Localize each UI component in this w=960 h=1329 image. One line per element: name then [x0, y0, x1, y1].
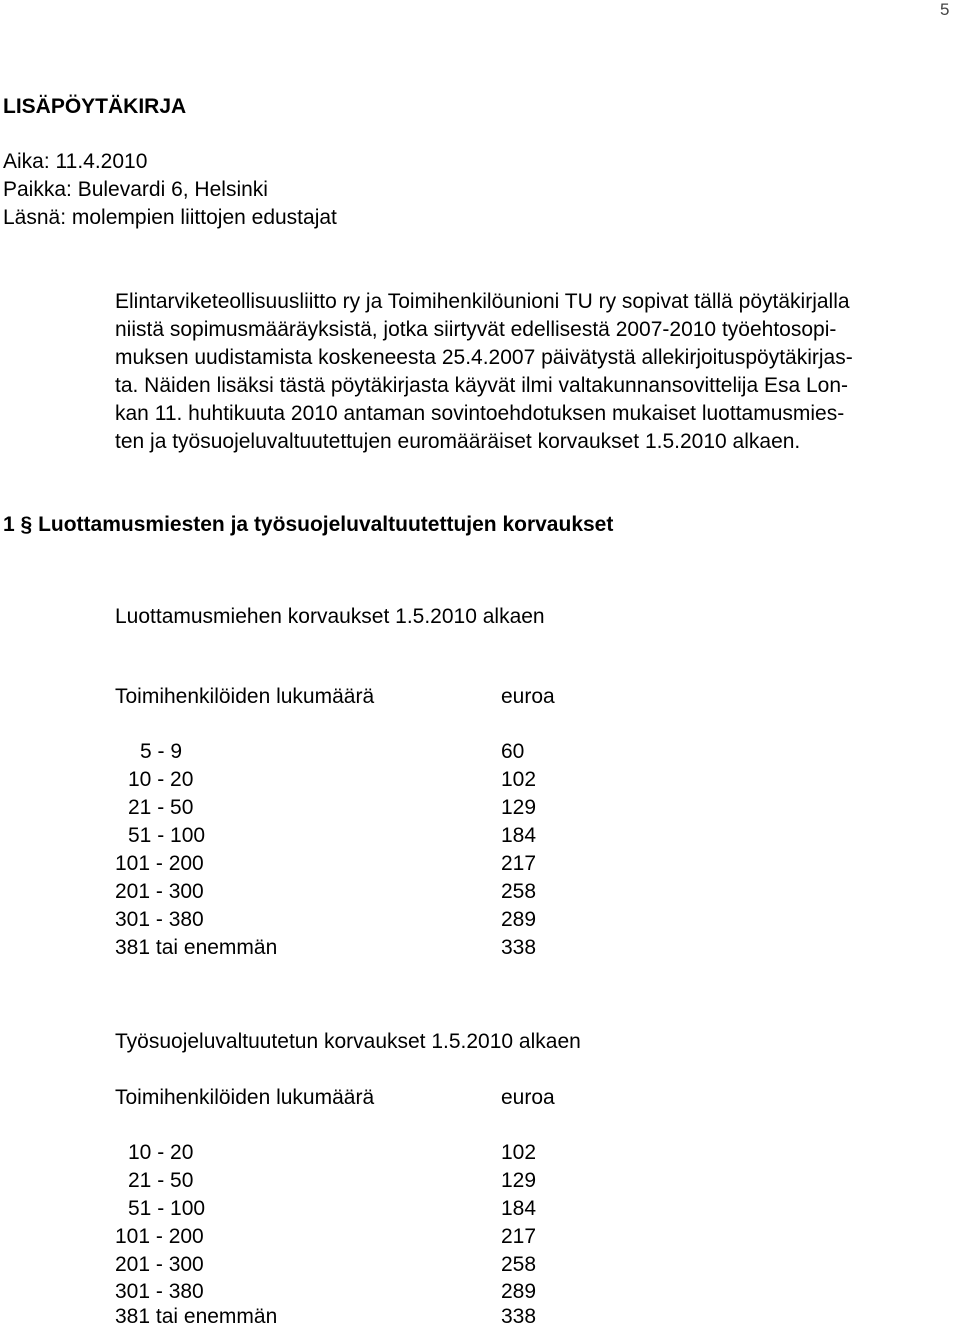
- table-row-euro: 102: [501, 768, 537, 791]
- table-row-range: 201 - 300: [115, 880, 204, 903]
- table-row-euro: 258: [501, 1253, 537, 1276]
- intro-line: niistä sopimusmääräyksistä, jotka siirtyvät edellisestä 2007-2010 työehtosopi-: [115, 318, 837, 341]
- table-row-euro: 258: [501, 880, 537, 903]
- table-row-range: 301 - 380: [115, 908, 204, 931]
- table-row-euro: 217: [501, 1225, 537, 1248]
- table-row-euro: 129: [501, 796, 537, 819]
- table-row-range: 381 tai enemmän: [115, 936, 278, 959]
- meta-present: Läsnä: molempien liittojen edustajat: [3, 206, 337, 229]
- section-number: 1: [3, 513, 15, 536]
- intro-line: ta. Näiden lisäksi tästä pöytäkirjasta käyvät ilmi valtakunnansovittelija Esa Lon-: [115, 374, 849, 397]
- intro-line: Elintarviketeollisuusliitto ry ja Toimihenkilöunioni TU ry sopivat tällä pöytäkirjalla: [115, 290, 850, 313]
- column-header-count: Toimihenkilöiden lukumäärä: [115, 685, 375, 708]
- intro-line: muksen uudistamista koskeneesta 25.4.2007 päivätystä allekirjoituspöytäkirjas-: [115, 346, 853, 369]
- table-row-range: 301 - 380: [115, 1280, 204, 1303]
- table-row-euro: 338: [501, 1305, 537, 1328]
- column-header-euro: euroa: [501, 685, 555, 708]
- table-row-range: 10 - 20: [128, 1141, 194, 1164]
- intro-line: kan 11. huhtikuuta 2010 antaman sovintoehdotuksen mukaiset luottamusmies-: [115, 402, 845, 425]
- table-row-range: 201 - 300: [115, 1253, 204, 1276]
- table-row-range: 101 - 200: [115, 852, 204, 875]
- table-row-range: 101 - 200: [115, 1225, 204, 1248]
- table-row-range: 21 - 50: [128, 1169, 194, 1192]
- table-row-range: 5 - 9: [140, 740, 183, 763]
- document-title: LISÄPÖYTÄKIRJA: [3, 95, 187, 118]
- meta-place: Paikka: Bulevardi 6, Helsinki: [3, 178, 268, 201]
- table-row-range: 21 - 50: [128, 796, 194, 819]
- meta-time: Aika: 11.4.2010: [3, 150, 148, 173]
- section-title: Luottamusmiesten ja työsuojeluvaltuutettujen korvaukset: [38, 513, 614, 536]
- table-row-euro: 184: [501, 824, 537, 847]
- table-row-range: 381 tai enemmän: [115, 1305, 278, 1328]
- table-row-euro: 338: [501, 936, 537, 959]
- table-row-euro: 129: [501, 1169, 537, 1192]
- table-heading: Luottamusmiehen korvaukset 1.5.2010 alkaen: [115, 605, 545, 628]
- table-row-euro: 60: [501, 740, 525, 763]
- table-row-euro: 289: [501, 1280, 537, 1303]
- table-row-euro: 102: [501, 1141, 537, 1164]
- table-heading: Työsuojeluvaltuutetun korvaukset 1.5.2010 alkaen: [115, 1030, 581, 1053]
- page-number: 5: [940, 0, 950, 19]
- column-header-euro: euroa: [501, 1086, 555, 1109]
- table-row-range: 51 - 100: [128, 824, 206, 847]
- column-header-count: Toimihenkilöiden lukumäärä: [115, 1086, 375, 1109]
- table-row-euro: 289: [501, 908, 537, 931]
- table-row-euro: 184: [501, 1197, 537, 1220]
- table-row-range: 51 - 100: [128, 1197, 206, 1220]
- table-row-range: 10 - 20: [128, 768, 194, 791]
- table-row-euro: 217: [501, 852, 537, 875]
- intro-line: ten ja työsuojeluvaltuutettujen euromääräiset korvaukset 1.5.2010 alkaen.: [115, 430, 801, 453]
- section-symbol: §: [20, 513, 33, 536]
- section-heading: [3, 513, 613, 537]
